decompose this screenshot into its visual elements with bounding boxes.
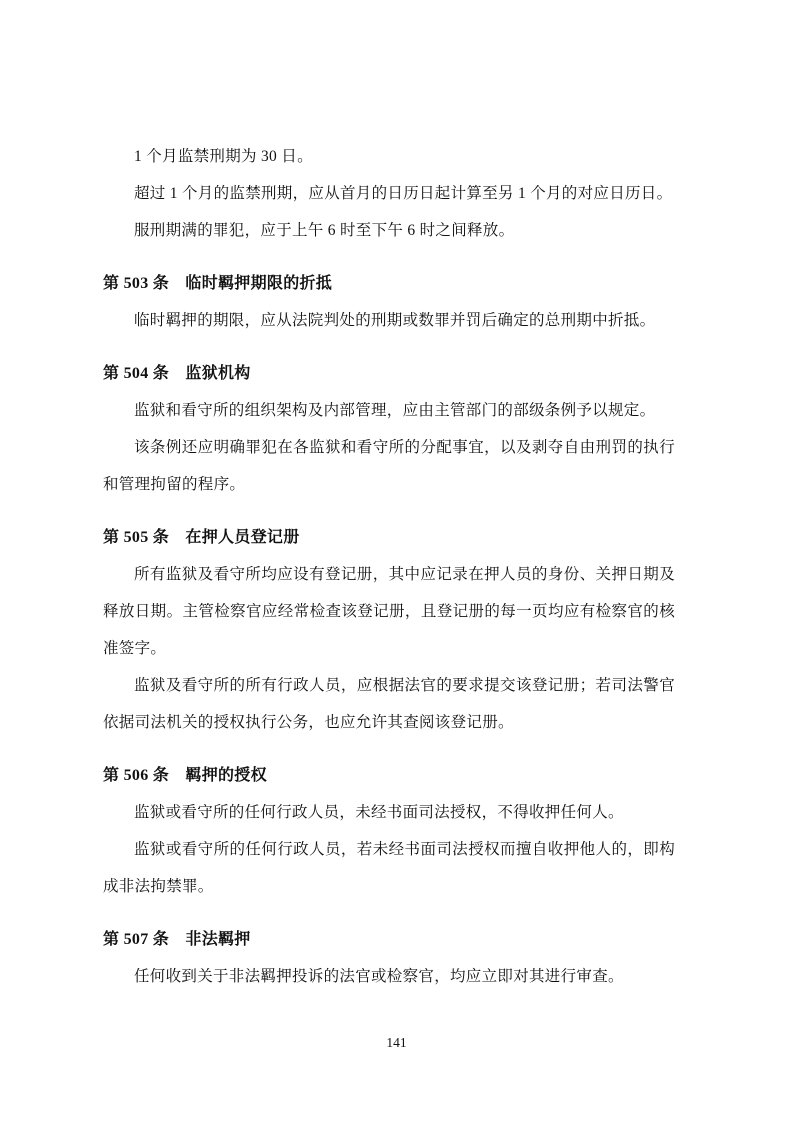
article-504-heading: 第 504 条 监狱机构 <box>103 365 251 382</box>
article-507-heading: 第 507 条 非法羁押 <box>103 931 251 948</box>
article-505-paragraph-2: 监狱及看守所的所有行政人员，应根据法官的要求提交该登记册；若司法警官依据司法机关的授权执行公务，也应允许其查阅该登记册。 <box>103 677 675 731</box>
paragraph-calendar-day-rule: 超过 1 个月的监禁刑期，应从首月的日历日起计算至另 1 个月的对应日历日。 <box>134 185 673 202</box>
article-504-paragraph-1: 监狱和看守所的组织架构及内部管理，应由主管部门的部级条例予以规定。 <box>134 402 656 419</box>
paragraph-release-time: 服刑期满的罪犯，应于上午 6 时至下午 6 时之间释放。 <box>134 222 515 239</box>
article-505-heading: 第 505 条 在押人员登记册 <box>103 529 300 546</box>
paragraph-sentence-duration: 1 个月监禁刑期为 30 日。 <box>134 148 313 165</box>
article-507-paragraph: 任何收到关于非法羁押投诉的法官或检察官，均应立即对其进行审查。 <box>134 968 624 985</box>
article-506-heading: 第 506 条 羁押的授权 <box>103 767 267 784</box>
document-body <box>103 138 675 995</box>
page-number: 141 <box>386 1035 407 1050</box>
article-503-heading: 第 503 条 临时羁押期限的折抵 <box>103 275 333 292</box>
article-503-paragraph: 临时羁押的期限，应从法院判处的刑期或数罪并罚后确定的总刑期中折抵。 <box>134 312 656 329</box>
article-504-paragraph-2: 该条例还应明确罪犯在各监狱和看守所的分配事宜，以及剥夺自由刑罚的执行和管理拘留的程序。 <box>103 439 675 493</box>
article-505-paragraph-1: 所有监狱及看守所均应设有登记册，其中应记录在押人员的身份、关押日期及释放日期。主管检察官应经常检查该登记册，且登记册的每一页均应有检察官的核准签字。 <box>103 566 675 657</box>
article-506-paragraph-2: 监狱或看守所的任何行政人员，若未经书面司法授权而擅自收押他人的，即构成非法拘禁罪。 <box>103 841 675 895</box>
article-506-paragraph-1: 监狱或看守所的任何行政人员，未经书面司法授权，不得收押任何人。 <box>134 804 624 821</box>
